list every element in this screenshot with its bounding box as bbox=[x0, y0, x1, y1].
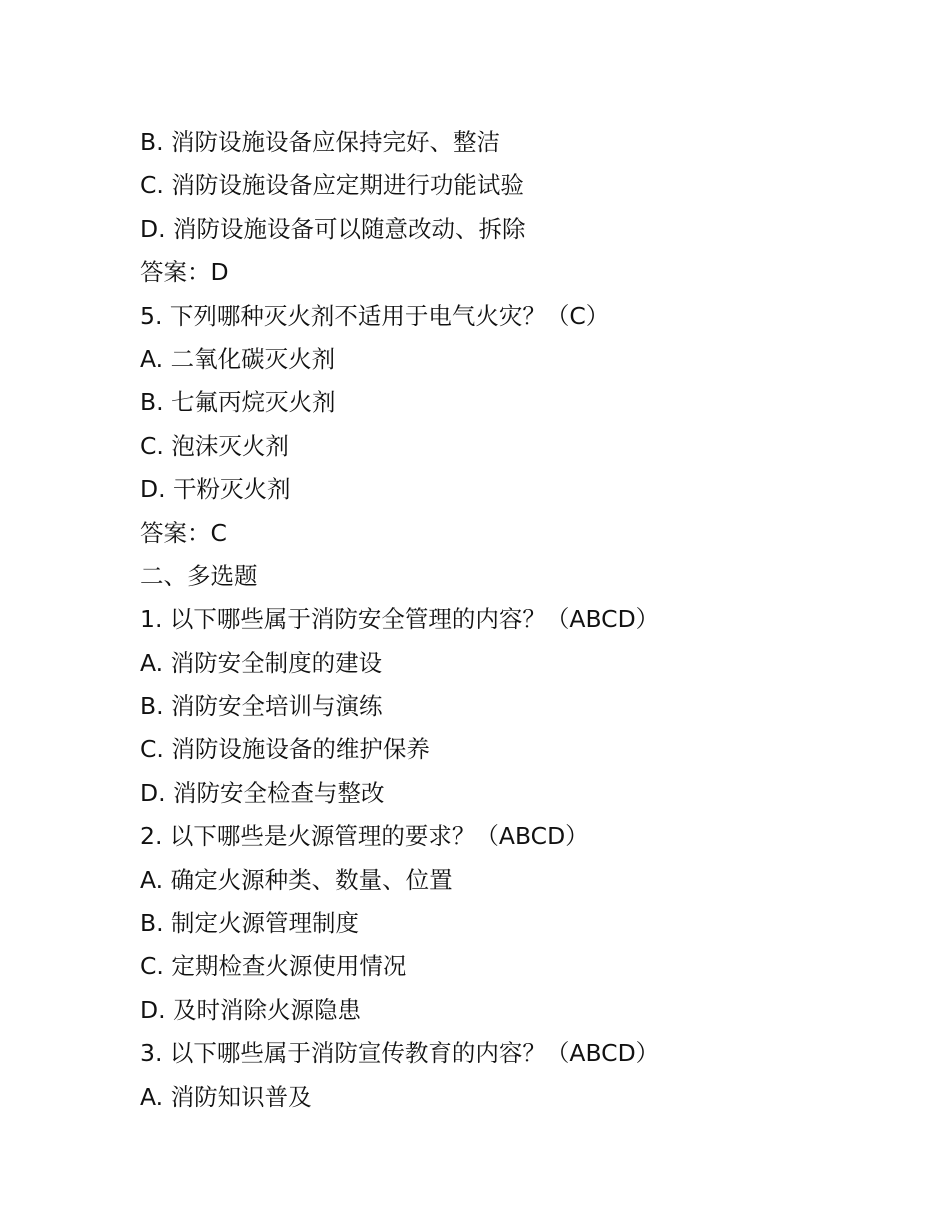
option-b-line: B. 消防安全培训与演练 bbox=[140, 692, 383, 721]
option-d-line: D. 消防安全检查与整改 bbox=[140, 778, 385, 807]
option-a-line: A. 消防知识普及 bbox=[140, 1082, 312, 1111]
answer-line: 答案：D bbox=[140, 258, 229, 287]
option-a-line: A. 消防安全制度的建设 bbox=[140, 648, 383, 677]
section-heading: 二、多选题 bbox=[140, 561, 258, 590]
option-b-line: B. 消防设施设备应保持完好、整洁 bbox=[140, 128, 501, 156]
option-d-line: D. 消防设施设备可以随意改动、拆除 bbox=[140, 214, 526, 243]
option-b-line: B. 七氟丙烷灭火剂 bbox=[140, 388, 336, 417]
option-d-line: D. 及时消除火源隐患 bbox=[140, 995, 362, 1024]
option-c-line: C. 消防设施设备应定期进行功能试验 bbox=[140, 171, 524, 200]
question-line: 1. 以下哪些属于消防安全管理的内容？（ABCD） bbox=[140, 605, 660, 634]
question-line: 2. 以下哪些是火源管理的要求？（ABCD） bbox=[140, 822, 589, 851]
option-b-line: B. 制定火源管理制度 bbox=[140, 909, 360, 938]
option-a-line: A. 确定火源种类、数量、位置 bbox=[140, 865, 453, 894]
question-line: 5. 下列哪种灭火剂不适用于电气火灾？（C） bbox=[140, 301, 610, 330]
option-c-line: C. 定期检查火源使用情况 bbox=[140, 952, 407, 981]
question-line: 3. 以下哪些属于消防宣传教育的内容？（ABCD） bbox=[140, 1039, 660, 1068]
answer-line: 答案：C bbox=[140, 518, 227, 547]
document-body bbox=[140, 121, 900, 1119]
option-a-line: A. 二氧化碳灭火剂 bbox=[140, 344, 336, 373]
option-d-line: D. 干粉灭火剂 bbox=[140, 475, 291, 504]
option-c-line: C. 泡沫灭火剂 bbox=[140, 431, 289, 460]
option-c-line: C. 消防设施设备的维护保养 bbox=[140, 735, 430, 764]
